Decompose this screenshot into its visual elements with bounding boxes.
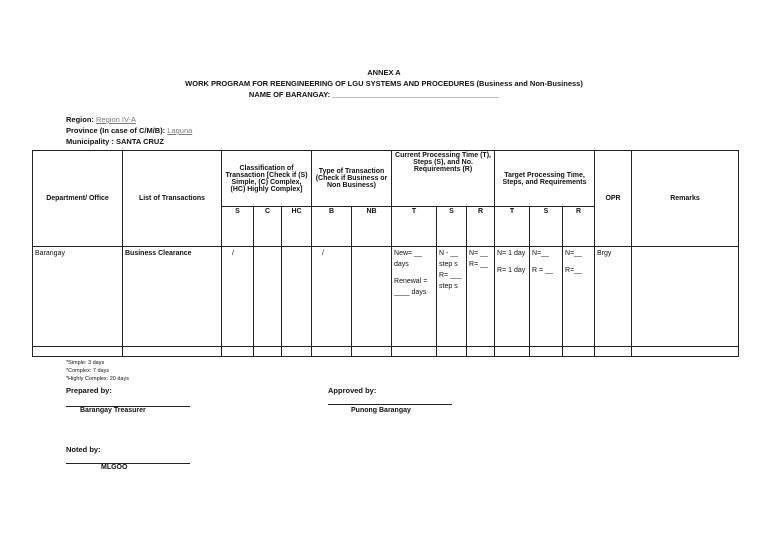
- subheader-s2: S: [437, 207, 467, 247]
- target-req-renewal: R=__: [565, 267, 582, 274]
- cell-target-steps: [530, 247, 563, 347]
- current-time-renewal: Renewal = ____ days: [394, 278, 428, 296]
- cell-opr: Brgy: [595, 247, 632, 347]
- subheader-nb: NB: [352, 207, 392, 247]
- approved-by-name: Punong Barangay: [351, 407, 411, 414]
- table-row: [33, 247, 739, 347]
- approved-signature-line: [328, 404, 452, 405]
- target-time-new: N= 1 day: [497, 250, 526, 257]
- header-remarks: Remarks: [632, 151, 739, 247]
- target-steps-renewal: R = __: [532, 267, 553, 274]
- subheader-r: R: [467, 207, 495, 247]
- municipality-line: Municipality : SANTA CRUZ: [66, 137, 164, 146]
- header-classification: Classification of Transaction [Check if (S) Simple, (C) Complex, (HC) Highly Complex]: [222, 151, 312, 207]
- current-steps-new: N - __ step s: [439, 250, 459, 268]
- subheader-s3: S: [530, 207, 563, 247]
- province-line: [66, 126, 192, 135]
- province-label: Province (In case of C/M/B):: [66, 126, 166, 135]
- subheader-c: C: [254, 207, 282, 247]
- prepared-by-label: Prepared by:: [66, 386, 112, 395]
- header-opr: OPR: [595, 151, 632, 247]
- cell-target-time: [495, 247, 530, 347]
- current-steps-renewal: R= ___ step s: [439, 272, 462, 290]
- header-current-processing: Current Processing Time (T), Steps (S), and No. Requirements (R): [392, 151, 495, 207]
- subheader-t3: T: [495, 207, 530, 247]
- cell-highly-complex: [282, 247, 312, 347]
- subheader-r3: R: [563, 207, 595, 247]
- current-time-new: New= __ days: [394, 250, 422, 268]
- cell-business-mark: /: [312, 247, 352, 347]
- target-req-new: N=__: [565, 250, 582, 257]
- subheader-t: T: [392, 207, 437, 247]
- work-program-table: [32, 150, 739, 357]
- cell-non-business: [352, 247, 392, 347]
- note-complex: *Complex: 7 days: [66, 368, 110, 374]
- cell-target-requirements: [563, 247, 595, 347]
- cell-current-steps: [437, 247, 467, 347]
- prepared-by-name: Barangay Treasurer: [80, 407, 146, 414]
- region-line: [66, 115, 136, 124]
- cell-transaction: Business Clearance: [123, 247, 222, 347]
- region-value: Region IV-A: [96, 115, 137, 124]
- noted-signature-line: [66, 463, 190, 464]
- subheader-hc: HC: [282, 207, 312, 247]
- header-list-of-transactions: List of Transactions: [123, 151, 222, 247]
- cell-current-time: [392, 247, 437, 347]
- noted-by-label: Noted by:: [66, 445, 101, 454]
- header-department: Department/ Office: [33, 151, 123, 247]
- noted-by-name: MLGOO: [101, 464, 128, 471]
- subheader-b: B: [312, 207, 352, 247]
- cell-complex: [254, 247, 282, 347]
- header-type: Type of Transaction (Check if Business or Non Business): [312, 151, 392, 207]
- cell-remarks: [632, 247, 739, 347]
- approved-by-label: Approved by:: [328, 386, 377, 395]
- current-req-new: N= __: [469, 250, 488, 257]
- target-steps-new: N=__: [532, 250, 549, 257]
- table-row-empty: [33, 347, 739, 357]
- note-highly-complex: *Highly Complex: 20 days: [66, 376, 129, 382]
- region-label: Region:: [66, 115, 94, 124]
- target-time-renewal: R= 1 day: [497, 267, 526, 274]
- note-simple: *Simple: 3 days: [66, 360, 105, 366]
- current-req-renewal: R= __: [469, 261, 488, 268]
- cell-department: Barangay: [33, 247, 123, 347]
- cell-simple-mark: /: [222, 247, 254, 347]
- subheader-s: S: [222, 207, 254, 247]
- header-target-processing: Target Processing Time, Steps, and Requirements: [495, 151, 595, 207]
- barangay-name-line: NAME OF BARANGAY: ________________________________________: [248, 90, 500, 99]
- cell-current-requirements: [467, 247, 495, 347]
- document-title: WORK PROGRAM FOR REENGINEERING OF LGU SYSTEMS AND PROCEDURES (Business and Non-Business): [185, 79, 583, 88]
- annex-title: ANNEX A: [367, 68, 401, 77]
- province-value: Laguna: [167, 126, 193, 135]
